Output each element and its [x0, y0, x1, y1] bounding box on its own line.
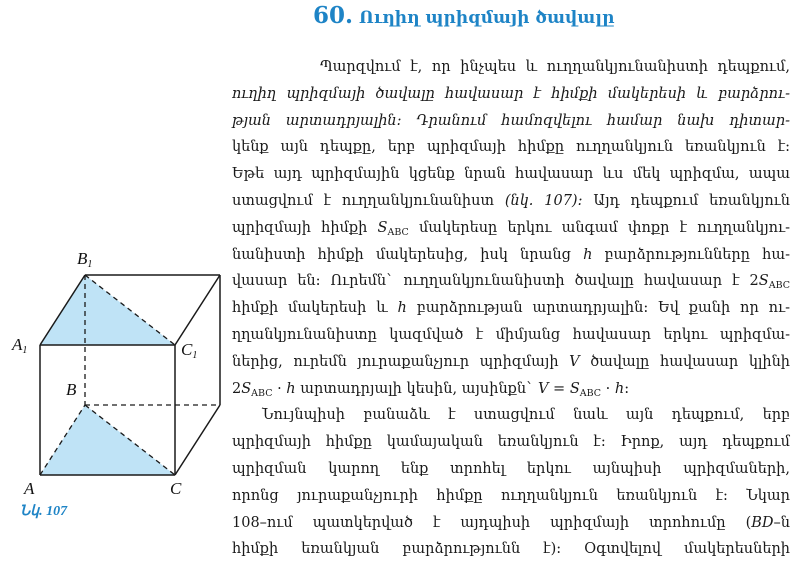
text-line: Նույնպիսի բանաձև է ստացվում նաև այն դեպքում, երբ [262, 407, 790, 424]
text-line: ներից, ուրեմն յուրաքանչյուր պրիզմայի V ծավալը հավասար կլինի [232, 353, 790, 370]
label-A1: A1 [12, 335, 28, 356]
text-line: ղղանկյունանիստը կազմված է միմյանց հավասար երկու պրիզմա- [232, 326, 790, 343]
label-A: A [24, 479, 35, 498]
text-line: նանիստի հիմքի մակերեսից, իսկ նրանց h բարձրությունները հա- [232, 246, 790, 263]
prism-figure [0, 238, 240, 528]
text-line: Եթե այդ պրիզմային կցենք նրան հավասար ևս մեկ պրիզմա, ապա [232, 166, 790, 183]
text-line: պրիզմայի հիմքը կամայական եռանկյուն է: Իրոք, այդ դեպքում [232, 434, 790, 451]
text-line: որոնց յուրաքանչյուրի հիմքը ուղղանկյուն եռանկյուն է: Նկար [232, 487, 790, 504]
bottom-triangle-fill [40, 405, 175, 475]
text-line: 108–ում պատկերված է այդպիսի պրիզմայի տրոհումը (BD–ն [232, 514, 790, 531]
text-line: ստացվում է ուղղանկյունանիստ (նկ. 107): Այդ դեպքում եռանկյուն [232, 192, 790, 209]
text-line: թյան արտադրյալին: Դրանում համոզվելու համար նախ դիտար- [232, 112, 790, 129]
text-line: Պարզվում է, որ ինչպես և ուղղանկյունանիստի դեպքում, [320, 59, 790, 75]
section-heading [313, 2, 615, 32]
top-triangle-fill [40, 275, 175, 345]
edge-C1-D1 [175, 275, 220, 345]
text-line: վասար են: Ուրեմն` ուղղանկյունանիստի ծավալը հավասար է $2S_{ABC}$ [232, 273, 790, 292]
text-line: կենք այն դեպքը, երբ պրիզմայի հիմքը ուղղանկյուն եռանկյուն է: [232, 139, 790, 156]
label-C: C [170, 479, 182, 498]
section-title: Ուղիղ պրիզմայի ծավալը [359, 8, 615, 28]
figure-caption: Նկ. 107 [20, 504, 68, 519]
text-line: $2S_{ABC} \cdot h$ արտադրյալի կեսին, այսինքն` $V = S_{ABC} \cdot h$: [232, 380, 630, 399]
section-number: 60. [313, 2, 354, 29]
edge-C-D [175, 405, 220, 475]
label-C1: C1 [181, 340, 198, 361]
text-line: պրիզմայի հիմքի $S_{ABC}$ մակերեսը երկու անգամ փոքր է ուղղանկյու- [232, 219, 790, 238]
text-line: պրիզման կարող ենք տրոհել երկու այնպիսի պրիզմաների, [232, 460, 790, 477]
text-line: ուղիղ պրիզմայի ծավալը հավասար է հիմքի մակերեսի և բարձրու- [232, 85, 790, 102]
label-B: B [66, 380, 77, 399]
body-text [232, 54, 790, 563]
text-line: հիմքի մակերեսի և h բարձրության արտադրյալին: Եվ քանի որ ու- [232, 300, 790, 317]
text-line: հիմքի եռանկյան բարձրությունն է): Օգտվելով մակերեսների [232, 541, 790, 558]
label-B1: B1 [77, 249, 93, 270]
